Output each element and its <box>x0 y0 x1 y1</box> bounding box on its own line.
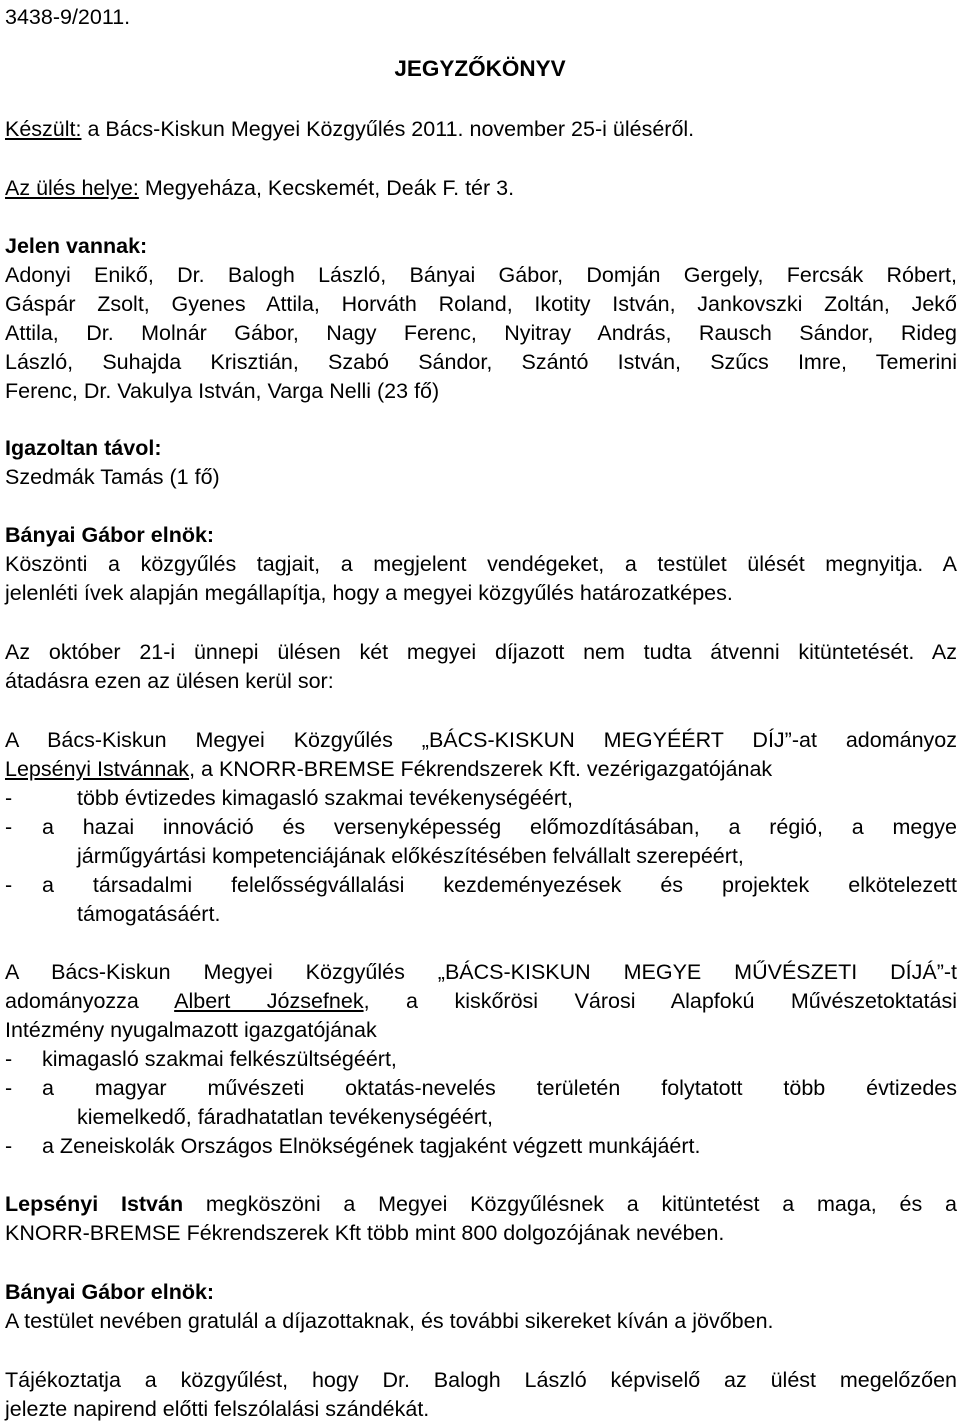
list-dash: - <box>5 873 13 897</box>
made-text: a Bács-Kiskun Megyei Közgyűlés 2011. november 25-i üléséről. <box>81 117 695 141</box>
list-item-text: több évtizedes kimagasló szakmai tevékenységéért, <box>77 786 573 810</box>
october-line: átadásra ezen az ülésen kerül sor: <box>5 669 334 693</box>
award1-recipient: Lepsényi Istvánnak <box>5 757 190 781</box>
thanks-line-rest: megköszöni a Megyei Közgyűlésnek a kitüntetést a maga, és a <box>183 1192 957 1216</box>
speaker-label: Bányai Gábor elnök: <box>5 1280 215 1304</box>
absent-heading: Igazoltan távol: <box>5 436 162 460</box>
present-line: Ferenc, Dr. Vakulya István, Varga Nelli (23 fő) <box>5 379 440 403</box>
award2-recipient-line <box>5 987 957 1016</box>
award2-line-rest: , a kiskőrösi Városi Alapfokú Művészetoktatási <box>363 989 957 1013</box>
venue-line <box>5 174 957 203</box>
absent-text: Szedmák Tamás (1 fő) <box>5 465 220 489</box>
speaker-label: Bányai Gábor elnök: <box>5 523 215 547</box>
list-item-text: kimagasló szakmai felkészültségéért, <box>42 1047 397 1071</box>
present-line: Attila, Dr. Molnár Gábor, Nagy Ferenc, Nyitray András, Rausch Sándor, Rideg <box>5 321 957 345</box>
thanks-name: Lepsényi István <box>5 1192 184 1216</box>
award1-line: A Bács-Kiskun Megyei Közgyűlés „BÁCS-KISKUN MEGYÉÉRT DÍJ”-at adományoz <box>5 728 957 752</box>
award1-line-rest: , a KNORR-BREMSE Fékrendszerek Kft. vezérigazgatójának <box>189 757 773 781</box>
thanks-line: KNORR-BREMSE Fékrendszerek Kft több mint 800 dolgozójának nevében. <box>5 1221 725 1245</box>
list-item-text: a hazai innováció és versenyképesség előmozdításában, a régió, a megye <box>42 815 957 839</box>
speech-text: A testület nevében gratulál a díjazottaknak, és további sikereket kíván a jövőben. <box>5 1309 774 1333</box>
list-item-text: a társadalmi felelősségvállalási kezdeményezések és projektek elkötelezett <box>42 873 957 897</box>
present-heading: Jelen vannak: <box>5 234 148 258</box>
list-dash: - <box>5 1076 13 1100</box>
document-title: JEGYZŐKÖNYV <box>394 56 566 81</box>
list-item-text: járműgyártási kompetenciájának előkészítésében felvállalt szerepéért, <box>77 843 744 868</box>
info-line: Tájékoztatja a közgyűlést, hogy Dr. Balogh László képviselő az ülést megelőzően <box>5 1368 957 1392</box>
speech-line: jelenléti ívek alapján megállapítja, hogy a megyei közgyűlés határozatképes. <box>5 581 733 605</box>
speech-line: Köszönti a közgyűlés tagjait, a megjelent vendégeket, a testület ülését megnyitja. A <box>5 552 957 576</box>
made-label: Készült: <box>5 117 82 141</box>
list-dash: - <box>5 1047 13 1071</box>
award2-line-pre: adományozza <box>5 989 175 1013</box>
october-line: Az október 21-i ünnepi ülésen két megyei díjazott nem tudta átvenni kitüntetését. Az <box>5 640 957 664</box>
list-dash: - <box>5 815 13 839</box>
list-item-text: támogatásáért. <box>77 901 221 926</box>
venue-label: Az ülés helye: <box>5 176 139 200</box>
info-line: jelezte napirend előtti felszólalási szándékát. <box>5 1397 430 1421</box>
made-line <box>5 115 957 144</box>
venue-text: Megyeháza, Kecskemét, Deák F. tér 3. <box>138 176 515 200</box>
thanks-line <box>5 1190 957 1219</box>
award1-recipient-line <box>5 755 957 784</box>
award2-line: A Bács-Kiskun Megyei Közgyűlés „BÁCS-KISKUN MEGYE MŰVÉSZETI DÍJÁ”-t <box>5 960 957 984</box>
list-item-text: a magyar művészeti oktatás-nevelés területén folytatott több évtizedes <box>42 1076 957 1100</box>
present-line: Gáspár Zsolt, Gyenes Attila, Horváth Roland, Ikotity István, Jankovszki Zoltán, Jekő <box>5 292 957 316</box>
list-item-text: a Zeneiskolák Országos Elnökségének tagjaként végzett munkájáért. <box>42 1134 701 1158</box>
present-line: László, Suhajda Krisztián, Szabó Sándor, Szántó István, Szűcs Imre, Temerini <box>5 350 957 374</box>
reference-number: 3438-9/2011. <box>5 5 131 29</box>
list-dash: - <box>5 786 13 810</box>
present-line: Adonyi Enikő, Dr. Balogh László, Bányai Gábor, Domján Gergely, Fercsák Róbert, <box>5 263 957 287</box>
award2-line: Intézmény nyugalmazott igazgatójának <box>5 1018 377 1042</box>
list-item-text: kiemelkedő, fáradhatatlan tevékenységéért, <box>77 1104 493 1129</box>
award2-recipient: Albert Józsefnek <box>174 989 364 1013</box>
list-dash: - <box>5 1134 13 1158</box>
